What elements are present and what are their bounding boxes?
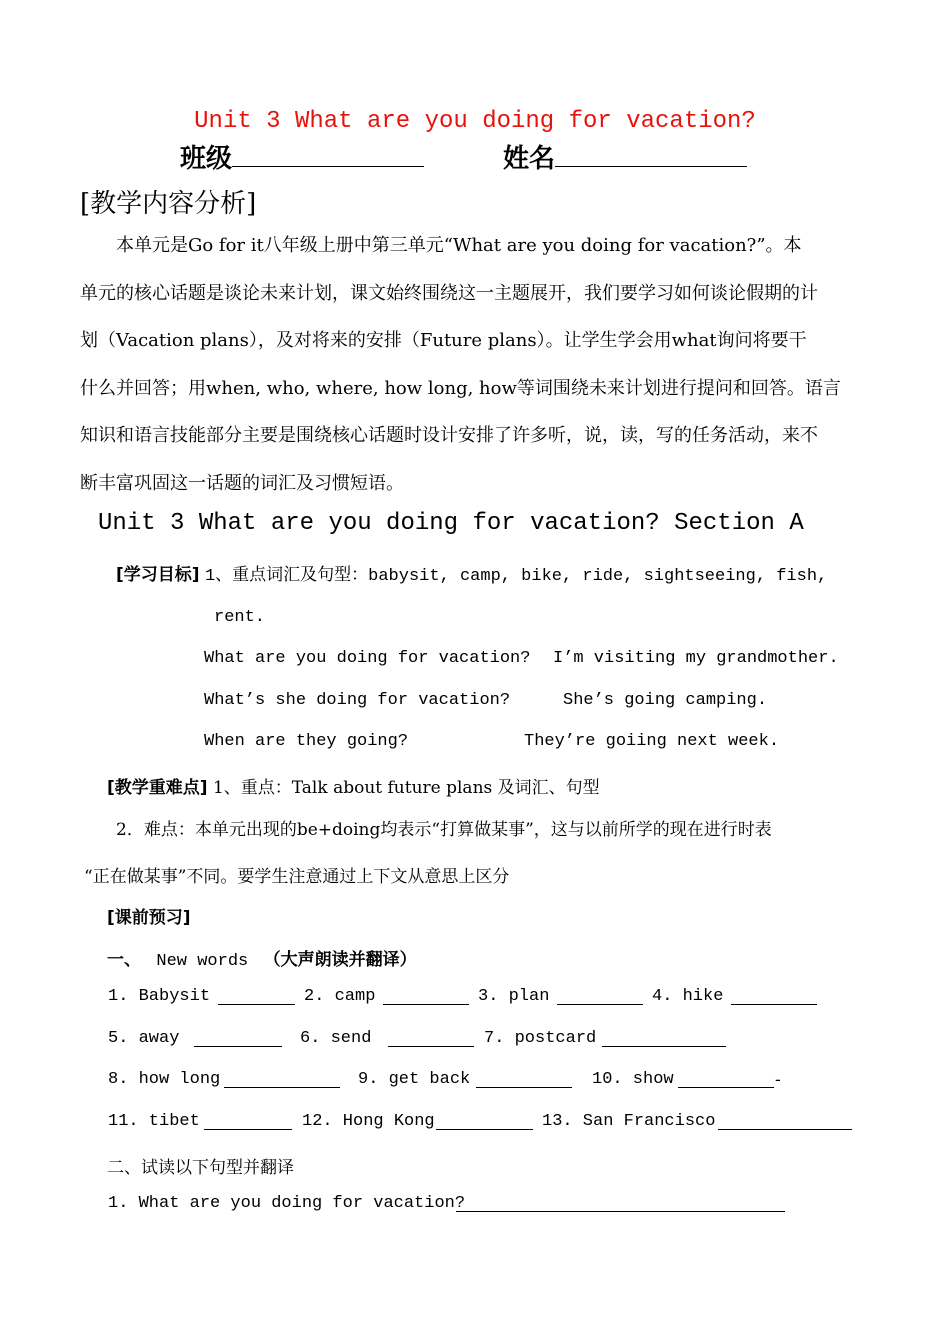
part2-heading: 二、试读以下句型并翻译 xyxy=(107,1158,294,1178)
word-blank[interactable] xyxy=(476,1073,572,1088)
analysis-paragraph xyxy=(80,222,872,508)
word-item: 1. Babysit xyxy=(108,987,211,1006)
word-blank[interactable] xyxy=(678,1073,774,1088)
keypoints-label: [教学重难点] xyxy=(107,778,208,798)
preview-label: [课前预习] xyxy=(107,908,191,928)
goal-question: What are you doing for vacation? xyxy=(204,649,531,668)
goal-answer: She’s going camping. xyxy=(563,691,768,710)
analysis-line: 单元的核心话题是谈论未来计划，课文始终围绕这一主题展开，我们要学习如何谈论假期的计 xyxy=(80,282,818,304)
word-item: 13. San Francisco xyxy=(542,1112,716,1131)
name-field xyxy=(503,138,747,175)
part1-en: New words xyxy=(156,952,249,971)
analysis-line: 什么并回答；用when, who, where, how long, how等词围绕未来计划进行提问和回答。语言 xyxy=(80,377,841,399)
word-blank[interactable] xyxy=(557,990,643,1005)
word-blank[interactable] xyxy=(436,1115,533,1130)
class-blank[interactable] xyxy=(232,166,424,167)
goals-point1-cont: rent. xyxy=(214,608,266,627)
part1-num: 一、 xyxy=(107,950,141,970)
word-blank[interactable] xyxy=(602,1032,726,1047)
word-item: 5. away xyxy=(108,1029,180,1048)
word-blank[interactable] xyxy=(388,1032,474,1047)
word-item: 12. Hong Kong xyxy=(302,1112,435,1131)
word-item: 4. hike xyxy=(652,987,724,1006)
analysis-heading: [教学内容分析] xyxy=(80,189,257,219)
keypoints-point1: 1、重点：Talk about future plans 及词汇、句型 xyxy=(212,778,600,798)
word-blank[interactable] xyxy=(731,990,817,1005)
word-blank[interactable] xyxy=(224,1073,340,1088)
word-blank[interactable] xyxy=(718,1115,852,1130)
word-item: 7. postcard xyxy=(484,1029,597,1048)
word-item: 3. plan xyxy=(478,987,550,1006)
sentence-blank[interactable] xyxy=(456,1197,785,1212)
part1-heading xyxy=(107,945,417,971)
keypoints-line xyxy=(107,773,600,798)
part1-cn: （大声朗读并翻译） xyxy=(263,950,417,970)
goal-answer: I’m visiting my grandmother. xyxy=(553,649,839,668)
analysis-line: 划（Vacation plans），及对将来的安排（Future plans）。让学生学会用what询问将要干 xyxy=(80,330,807,352)
goal-question: What’s she doing for vacation? xyxy=(204,691,511,710)
word-item: 6. send xyxy=(300,1029,372,1048)
goal-answer: They’re goiing next week. xyxy=(524,732,780,751)
goals-point1: 1、重点词汇及句型：babysit, camp, bike, ride, sightseeing, fish, xyxy=(204,567,828,586)
word-blank[interactable] xyxy=(383,990,469,1005)
name-label: 姓名 xyxy=(503,144,556,174)
word-item: 9. get back xyxy=(358,1070,471,1089)
page-title: Unit 3 What are you doing for vacation? xyxy=(194,108,756,135)
section-heading: Unit 3 What are you doing for vacation? Section A xyxy=(98,510,804,537)
keypoints-point2: 2．难点：本单元出现的be+doing均表示“打算做某事”，这与以前所学的现在进行时表 xyxy=(116,820,772,840)
class-label: 班级 xyxy=(180,144,233,174)
goal-question: When are they going? xyxy=(204,732,409,751)
word-item: 2. camp xyxy=(304,987,376,1006)
word-blank[interactable] xyxy=(194,1032,282,1047)
analysis-line: 本单元是Go for it八年级上册中第三单元“What are you doing for vacation?”。本 xyxy=(116,235,802,256)
class-field xyxy=(180,138,424,175)
dash-mark: - xyxy=(775,1070,781,1090)
word-item: 8. how long xyxy=(108,1070,221,1089)
name-blank[interactable] xyxy=(555,166,747,167)
word-blank[interactable] xyxy=(204,1115,292,1130)
keypoints-point2-cont: “正在做某事”不同。要学生注意通过上下文从意思上区分 xyxy=(84,867,510,887)
word-item: 11. tibet xyxy=(108,1112,200,1131)
goals-line xyxy=(116,560,827,586)
analysis-line: 知识和语言技能部分主要是围绕核心话题时设计安排了许多听，说，读，写的任务活动，来不 xyxy=(80,425,818,447)
sentence-item: 1. What are you doing for vacation? xyxy=(108,1194,466,1213)
analysis-line: 断丰富巩固这一话题的词汇及习惯短语。 xyxy=(80,472,404,494)
goals-label: [学习目标] xyxy=(116,565,200,585)
word-blank[interactable] xyxy=(218,990,295,1005)
word-item: 10. show xyxy=(592,1070,674,1089)
